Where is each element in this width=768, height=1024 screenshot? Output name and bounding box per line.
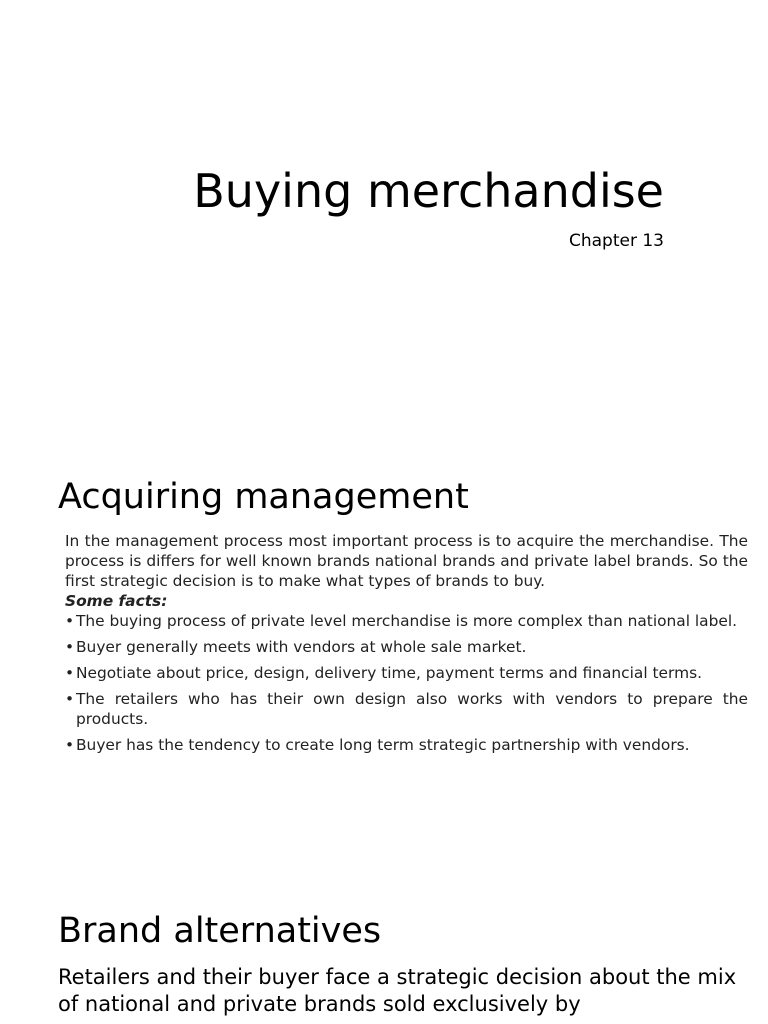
list-item (65, 637, 748, 657)
intro-paragraph: In the management process most important process is to acquire the merchandise. The process is differs for well known brands national brands and private label brands. So the first strategic decision is to make what types of brands to buy. (65, 532, 748, 590)
brand-alternatives-slide (0, 870, 768, 1024)
slide-heading: Brand alternatives (58, 911, 382, 951)
bullet-icon: • (65, 690, 75, 708)
list-item (65, 689, 748, 729)
bullet-icon: • (65, 736, 75, 754)
bullet-icon: • (65, 612, 75, 630)
slide-subtitle: Chapter 13 (568, 231, 664, 251)
list-item-text: Buyer has the tendency to create long term strategic partnership with vendors. (76, 736, 690, 754)
list-item (65, 611, 748, 631)
list-item (65, 663, 748, 683)
facts-label: Some facts: (65, 592, 168, 610)
list-item-text: The buying process of private level merchandise is more complex than national label. (76, 612, 737, 630)
acquiring-management-slide (0, 440, 768, 870)
list-item-text: Negotiate about price, design, delivery time, payment terms and financial terms. (76, 664, 702, 682)
list-item (65, 735, 748, 755)
bullet-icon: • (65, 638, 75, 656)
slide-body (65, 531, 748, 761)
facts-list (65, 611, 748, 755)
slide-heading: Acquiring management (58, 477, 469, 517)
bullet-icon: • (65, 664, 75, 682)
title-slide (0, 0, 768, 440)
slide-body: Retailers and their buyer face a strategic decision about the mix of national and private brands sold exclusively by (58, 965, 737, 1016)
slide-title: Buying merchandise (193, 164, 664, 218)
list-item-text: Buyer generally meets with vendors at whole sale market. (76, 638, 527, 656)
list-item-text: The retailers who has their own design also works with vendors to prepare the products. (76, 690, 748, 728)
